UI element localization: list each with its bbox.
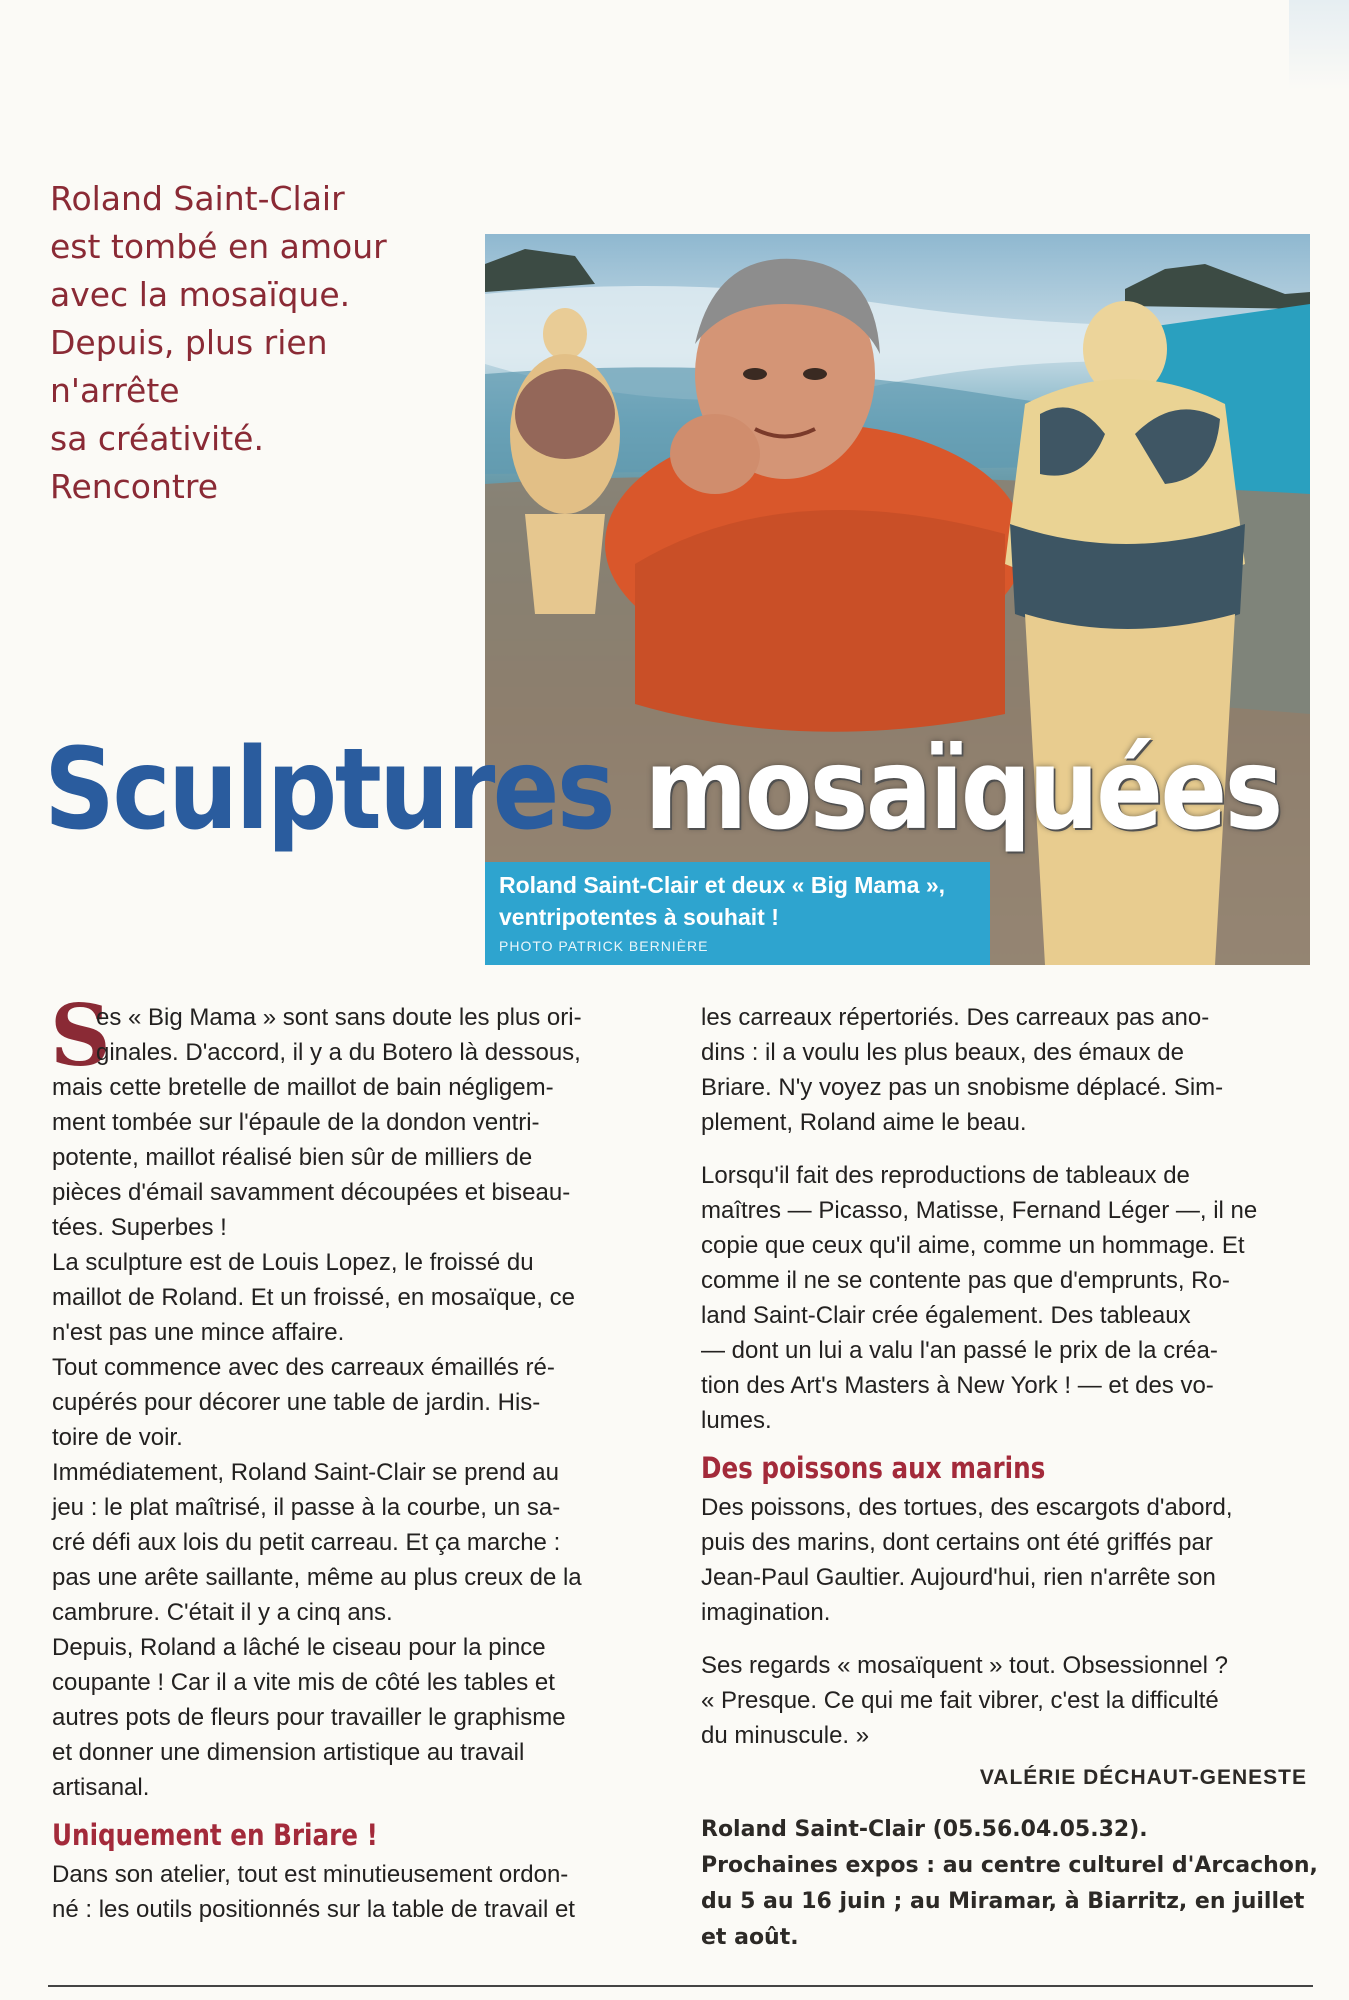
caption-line-2: ventripotentes à souhait ! (499, 904, 779, 930)
text-line: comme il ne se contente pas que d'emprunts, Ro- (701, 1267, 1230, 1294)
text-line: coupante ! Car il a vite mis de côté les tables et (52, 1669, 555, 1696)
text-line: né : les outils positionnés sur la table de travail et (52, 1896, 575, 1923)
text-line: copie que ceux qu'il aime, comme un hommage. Et (701, 1232, 1245, 1259)
text-line: Lorsqu'il fait des reproductions de tableaux de (701, 1162, 1190, 1189)
right-column (701, 1000, 1313, 1753)
text-line: Ses regards « mosaïquent » tout. Obsessionnel ? (701, 1652, 1228, 1679)
text-line: imagination. (701, 1599, 831, 1626)
contact-info (701, 1812, 1318, 1956)
caption-line-1: Roland Saint-Clair et deux « Big Mama », (499, 872, 946, 898)
text-line: autres pots de fleurs pour travailler le graphisme (52, 1704, 566, 1731)
text-line: Briare. N'y voyez pas un snobisme déplacé. Sim- (701, 1074, 1224, 1101)
text-line: jeu : le plat maîtrisé, il passe à la courbe, un sa- (52, 1494, 561, 1521)
text-line: cré défi aux lois du petit carreau. Et ça marche : (52, 1529, 561, 1556)
text-line: ment tombée sur l'épaule de la dondon ventri- (52, 1109, 540, 1136)
standfirst-line: Roland Saint-Clair (50, 179, 345, 218)
page-corner-wash (1289, 0, 1349, 90)
drop-cap: S (50, 986, 111, 1085)
text-line: cambrure. C'était il y a cinq ans. (52, 1599, 393, 1626)
text-line: Immédiatement, Roland Saint-Clair se prend au (52, 1459, 559, 1486)
subhead-briare: Uniquement en Briare ! (52, 1818, 378, 1852)
text-line: cupérés pour décorer une table de jardin. His- (52, 1389, 541, 1416)
statue-left-mosaic (515, 369, 615, 459)
text-line: maîtres — Picasso, Matisse, Fernand Léger —, il ne (701, 1197, 1258, 1224)
author-byline: VALÉRIE DÉCHAUT-GENESTE (979, 1766, 1307, 1789)
text-line: ginales. D'accord, il y a du Botero là dessous, (96, 1039, 581, 1066)
statue-left-base (525, 514, 605, 614)
rock-right (1125, 264, 1310, 309)
text-line: land Saint-Clair crée également. Des tableaux (701, 1302, 1191, 1329)
text-line: plement, Roland aime le beau. (701, 1109, 1027, 1136)
text-line: La sculpture est de Louis Lopez, le froissé du (52, 1249, 534, 1276)
contact-line: et août. (701, 1925, 799, 1950)
text-line: maillot de Roland. Et un froissé, en mosaïque, ce (52, 1284, 575, 1311)
text-line: pièces d'émail savamment découpées et biseau- (52, 1179, 571, 1206)
text-line: toire de voir. (52, 1424, 183, 1451)
text-line: es « Big Mama » sont sans doute les plus ori- (96, 1004, 582, 1031)
text-line: tion des Art's Masters à New York ! — et des vo- (701, 1372, 1214, 1399)
text-line: du minuscule. » (701, 1722, 870, 1749)
contact-line: du 5 au 16 juin ; au Miramar, à Biarritz, en juillet (701, 1889, 1305, 1914)
standfirst-line: sa créativité. (50, 419, 264, 458)
statue-left-head (543, 308, 587, 360)
text-line: « Presque. Ce qui me fait vibrer, c'est la difficulté (701, 1687, 1219, 1714)
rock-left (485, 249, 595, 292)
text-line: Jean-Paul Gaultier. Aujourd'hui, rien n'arrête son (701, 1564, 1216, 1591)
standfirst-line: Rencontre (50, 467, 218, 506)
text-line: pas une arête saillante, même au plus creux de la (52, 1564, 582, 1591)
text-line: mais cette bretelle de maillot de bain négligem- (52, 1074, 554, 1101)
standfirst-line: Depuis, plus rien (50, 323, 328, 362)
bottom-rule (48, 1985, 1313, 1987)
left-column (52, 1000, 662, 1927)
text-line: — dont un lui a valu l'an passé le prix de la créa- (701, 1337, 1218, 1364)
text-line: et donner une dimension artistique au travail (52, 1739, 525, 1766)
text-line: potente, maillot réalisé bien sûr de milliers de (52, 1144, 533, 1171)
text-line: Tout commence avec des carreaux émaillés ré- (52, 1354, 555, 1381)
text-line: dins : il a voulu les plus beaux, des émaux de (701, 1039, 1184, 1066)
text-line: tées. Superbes ! (52, 1214, 227, 1241)
article-photo (485, 234, 1310, 965)
text-line: Depuis, Roland a lâché le ciseau pour la pince (52, 1634, 546, 1661)
text-line: Des poissons, des tortues, des escargots d'abord, (701, 1494, 1233, 1521)
text-line: puis des marins, dont certains ont été griffés par (701, 1529, 1213, 1556)
headline-part-2: mosaïquées (612, 725, 1281, 855)
standfirst (50, 175, 450, 511)
contact-line: Roland Saint-Clair (05.56.04.05.32). (701, 1817, 1148, 1842)
standfirst-line: est tombé en amour (50, 227, 387, 266)
photo-caption (485, 862, 990, 965)
photo-credit: PHOTO PATRICK BERNIÈRE (499, 938, 709, 954)
standfirst-line: avec la mosaïque. (50, 275, 351, 314)
man-arm (635, 510, 1005, 732)
text-line: artisanal. (52, 1774, 150, 1801)
text-line: n'est pas une mince affaire. (52, 1319, 345, 1346)
headline (44, 725, 1281, 855)
standfirst-line: n'arrête (50, 371, 180, 410)
subhead-poissons: Des poissons aux marins (701, 1451, 1046, 1485)
text-line: les carreaux répertoriés. Des carreaux pas ano- (701, 1004, 1210, 1031)
text-line: lumes. (701, 1407, 772, 1434)
text-line: Dans son atelier, tout est minutieusement ordon- (52, 1861, 569, 1888)
photo-illustration (485, 234, 1310, 965)
man-hand (670, 414, 760, 494)
contact-line: Prochaines expos : au centre culturel d'Arcachon, (701, 1853, 1318, 1878)
headline-part-1: Sculptures (44, 725, 613, 855)
